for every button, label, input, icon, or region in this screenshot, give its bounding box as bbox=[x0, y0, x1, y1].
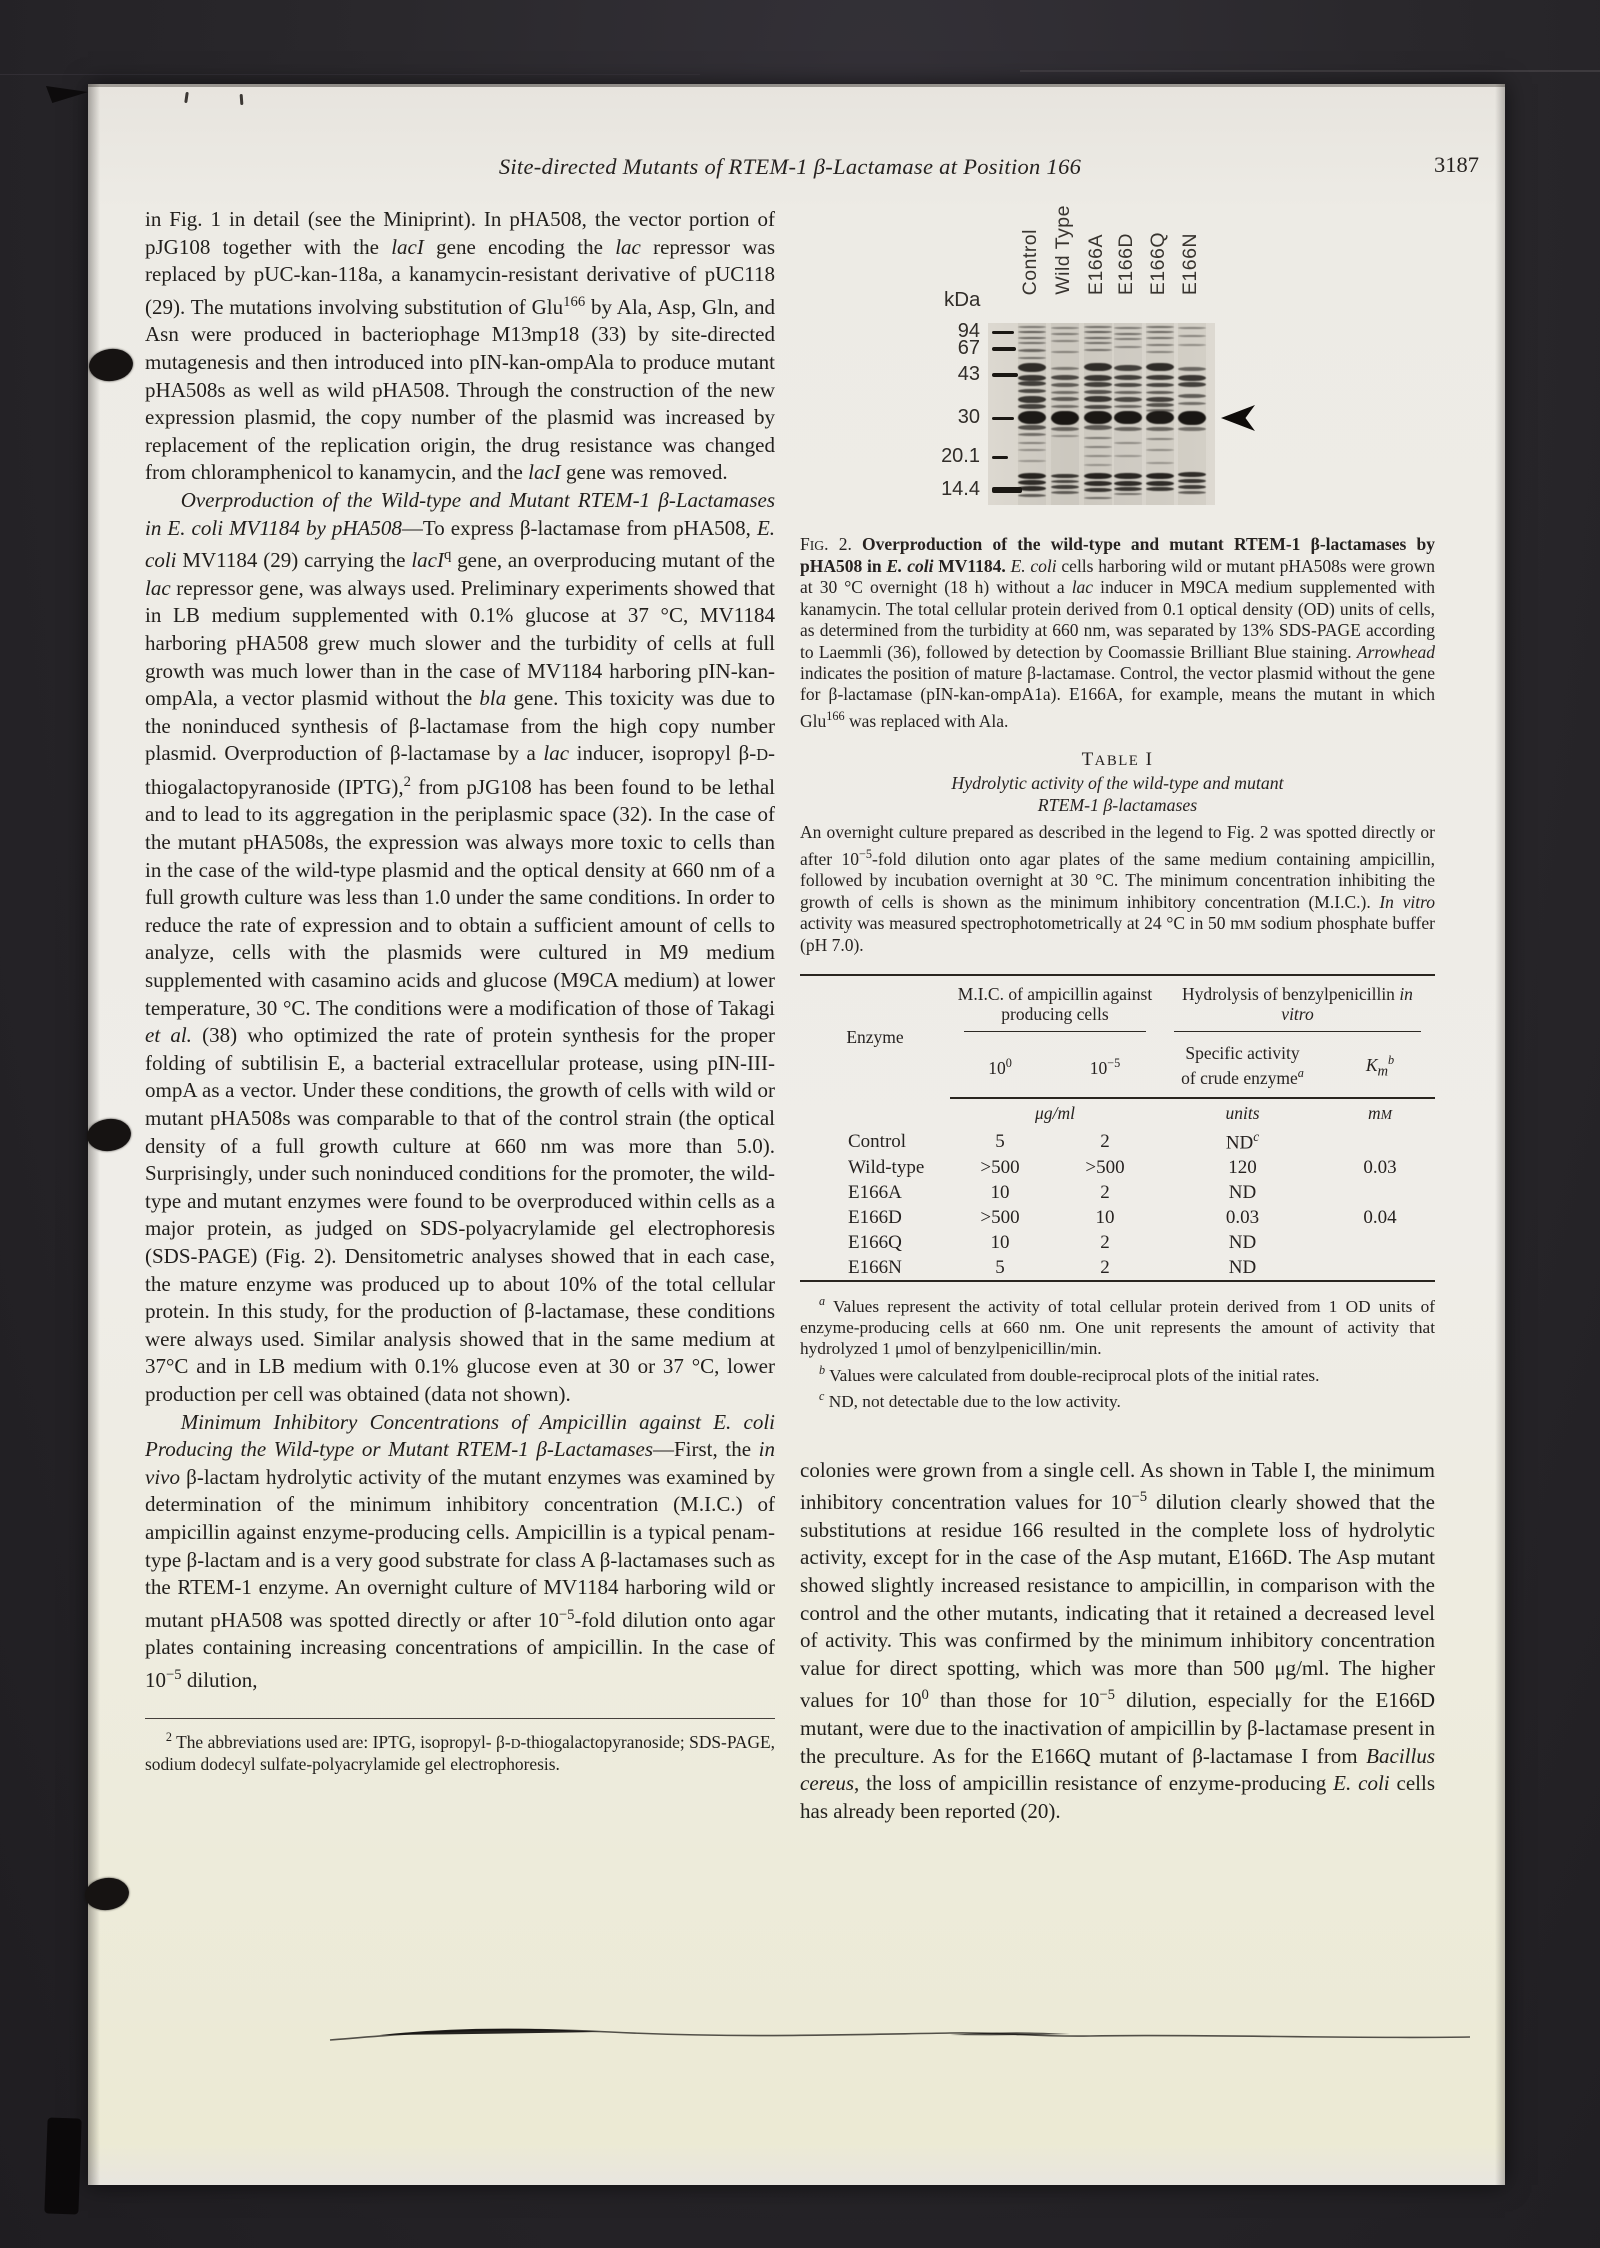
gel-band bbox=[1018, 411, 1046, 424]
table-cell-km: 0.04 bbox=[1363, 1206, 1397, 1228]
table-cell-mic5: 10 bbox=[1095, 1206, 1115, 1228]
gel-band bbox=[1178, 335, 1206, 337]
col-group-hydrolysis: Hydrolysis of benzylpenicillin in vitro bbox=[1160, 975, 1435, 1036]
gel-band bbox=[1114, 427, 1142, 431]
col-header-km: $K_m^b$ bbox=[1325, 1036, 1435, 1098]
paper-page bbox=[88, 84, 1505, 2185]
gel-band bbox=[1018, 375, 1046, 381]
gel-band bbox=[1146, 487, 1174, 491]
gel-band bbox=[1114, 493, 1142, 495]
gel-band bbox=[1051, 367, 1079, 370]
table-cell-sa: 120 bbox=[1228, 1156, 1257, 1178]
gel-band bbox=[1114, 473, 1142, 479]
gel-band bbox=[1146, 344, 1174, 346]
gel-lane-label: E166A bbox=[1085, 233, 1107, 295]
gel-band bbox=[1084, 390, 1112, 394]
gel-band bbox=[1178, 472, 1206, 477]
gel-marker-label: 20.1 bbox=[941, 445, 980, 468]
gel-band bbox=[1178, 375, 1206, 381]
table-cell-km bbox=[1325, 1255, 1435, 1281]
page-number: 3187 bbox=[1434, 152, 1479, 177]
gel-band bbox=[1051, 485, 1079, 489]
figure2-caption: FIG. 2. Overproduction of the wild-type and mutant RTEM-1 β-lactamases by pHA508 in E. coli MV1184. E. coli cells harboring wild or mutant pHA508s were grown at 30 °C overnight (18 h) without a lac inducer in M9CA medium supplemented with kanamycin. The total cellular protein derived from 0.1 optical density (OD) units of cells, as determined from the turbidity at 660 nm, was separated by 13% SDS-PAGE according to Laemmli (36), followed by detection by Coomassie Brilliant Blue staining. Arrowhead indicates the position of mature β-lactamase. Control, the vector plasmid without the gene for β-lactamase (pIN-kan-ompA1a). E166A, for example, means the mutant in which Glu$^{166}$ was replaced with Ala. bbox=[800, 533, 1436, 731]
closing-paragraph-block bbox=[800, 1457, 1435, 1826]
table-footnote: $^b$ Values were calculated from double-reciprocal plots of the initial rates. bbox=[819, 1362, 1320, 1385]
gel-band bbox=[1051, 480, 1079, 483]
gel-band bbox=[1084, 375, 1112, 381]
gel-band bbox=[1146, 427, 1174, 431]
gel-band bbox=[1018, 342, 1046, 344]
gel-band bbox=[1051, 427, 1079, 431]
body-paragraph: Minimum Inhibitory Concentrations of Ampicillin against E. coli Producing the Wild-type or Mutant RTEM-1 β-Lactamases—First, the in vivo β-lactam hydrolytic activity of the mutant enzymes was examined by determination of the minimum inhibitory concentration (M.I.C.) of ampicillin against enzyme-producing cells. Ampicillin is a typical penam-type β-lactam and is a very good substrate for class A β-lactamases such as the RTEM-1 enzyme. An overnight culture of MV1184 harboring wild or mutant pHA508 was spotted directly or after $10^{-5}$-fold dilution onto agar plates containing increasing concentrations of ampicillin. In the case of $10^{-5}$ dilution, bbox=[145, 1409, 776, 1692]
unit-sa: units bbox=[1225, 1103, 1260, 1124]
gel-band bbox=[1018, 337, 1046, 339]
col-header-mic5: $10^{-5}$ bbox=[1050, 1036, 1160, 1098]
gel-marker-tick bbox=[992, 373, 1018, 377]
gel-band bbox=[1146, 397, 1174, 402]
gel-marker-tick bbox=[992, 487, 1022, 493]
table1-preamble: An overnight culture prepared as described in the legend to Fig. 2 was spotted directly or after $10^{-5}$-fold dilution onto agar plates of the same medium containing ampicillin, followed by incubation overnight at 30 °C. The minimum concentration inhibiting the growth of cells is shown as the minimum inhibitory concentration (M.I.C.). In vitro activity was measured spectrophotometrically at 24 °C in 50 mM sodium phosphate buffer (pH 7.0). bbox=[800, 822, 1435, 956]
table-cell-mic5: 2 bbox=[1100, 1181, 1110, 1203]
pen-mark bbox=[184, 92, 189, 103]
gel-band bbox=[1114, 455, 1142, 457]
table-row bbox=[800, 1155, 1435, 1180]
gel-kda-label: kDa bbox=[944, 288, 981, 311]
gel-band bbox=[1084, 411, 1112, 424]
gel-band bbox=[1146, 375, 1174, 380]
gel-lane-label: Wild Type bbox=[1052, 205, 1074, 295]
paper-right-edge-shadow bbox=[1495, 84, 1505, 2185]
gel-marker-tick bbox=[992, 347, 1016, 351]
body-paragraph: in Fig. 1 in detail (see the Miniprint). In pHA508, the vector portion of pJG108 together with the lacI gene encoding the lac repressor was replaced by pUC-kan-118a, a kanamycin-resistant derivative of pUC118 (29). The mutations involving substitution of Glu$^{166}$ by Ala, Asp, Gln, and Asn were produced in bacteriophage M13mp18 (33) by site-directed mutagenesis and then introduced into pIN-kan-ompAla to produce mutant pHA508s as well as wild pHA508. Through the construction of the new expression plasmid, the copy number of the plasmid was increased by replacement of the replication origin, the drug resistance was changed from chloramphenicol to kanamycin, and the lacI gene was removed. bbox=[145, 207, 776, 485]
gel-band bbox=[1051, 435, 1079, 437]
units-row bbox=[800, 1098, 1435, 1128]
table-cell-mic5: 2 bbox=[1100, 1130, 1110, 1152]
gel-lane-label: Control bbox=[1019, 228, 1041, 295]
table-cell-enzyme: E166Q bbox=[848, 1231, 902, 1253]
gel-band bbox=[1178, 367, 1206, 371]
gel-band bbox=[1084, 363, 1112, 371]
table-cell-km bbox=[1325, 1230, 1435, 1255]
right-column bbox=[800, 200, 1435, 1825]
table-cell-sa: ND bbox=[1228, 1256, 1257, 1278]
table-cell-km: 0.03 bbox=[1363, 1156, 1397, 1178]
gel-lane-label: E166Q bbox=[1147, 231, 1169, 295]
gel-band bbox=[1114, 333, 1142, 335]
gel-band bbox=[1114, 397, 1142, 402]
gel-band bbox=[1018, 486, 1046, 491]
gel-band bbox=[1114, 481, 1142, 486]
table-cell-sa: $ND^c$ bbox=[1225, 1129, 1260, 1154]
gel-band bbox=[1084, 481, 1112, 486]
gel-marker-tick bbox=[992, 417, 1014, 420]
table-cell-mic5: 2 bbox=[1100, 1256, 1110, 1278]
unit-km: mM bbox=[1367, 1103, 1392, 1124]
table-row bbox=[800, 1128, 1435, 1155]
gel-band bbox=[1018, 349, 1046, 352]
gel-band bbox=[1084, 342, 1112, 344]
gel-band bbox=[1084, 497, 1112, 499]
gel-band bbox=[1084, 326, 1112, 328]
table-cell-mic0: 5 bbox=[995, 1256, 1005, 1278]
gel-band bbox=[1018, 473, 1046, 479]
gel-band bbox=[1051, 474, 1079, 478]
gel-band bbox=[1178, 394, 1206, 398]
gel-marker-label: 43 bbox=[957, 362, 980, 385]
gel-figure bbox=[800, 200, 1435, 516]
table1 bbox=[800, 974, 1435, 1282]
gel-band bbox=[1018, 425, 1046, 430]
table-cell-mic0: >500 bbox=[980, 1156, 1020, 1178]
table-cell-mic0: 10 bbox=[990, 1231, 1010, 1253]
group-underline bbox=[1174, 1031, 1421, 1032]
gel-band bbox=[1146, 481, 1174, 486]
gel-band bbox=[1084, 464, 1112, 466]
gel-band bbox=[1084, 425, 1112, 430]
table-cell-km bbox=[1325, 1128, 1435, 1155]
gel-band bbox=[1114, 375, 1142, 380]
table-cell-enzyme: E166D bbox=[848, 1206, 902, 1228]
bottom-left-ink-mark bbox=[44, 2117, 81, 2214]
gel-band bbox=[1051, 383, 1079, 387]
table-cell-enzyme: E166N bbox=[848, 1256, 902, 1278]
gel-band bbox=[1051, 391, 1079, 394]
group-underline bbox=[964, 1031, 1146, 1032]
gel-band bbox=[1018, 363, 1046, 372]
gel-band bbox=[1114, 411, 1142, 424]
table-cell-enzyme: Control bbox=[848, 1130, 907, 1152]
table-cell-km bbox=[1325, 1180, 1435, 1205]
col-header-specific-activity: Specific activity of crude enzyme$^a$ bbox=[1160, 1036, 1325, 1098]
table-cell-enzyme: E166A bbox=[848, 1181, 902, 1203]
table-cell-mic5: >500 bbox=[1085, 1156, 1125, 1178]
gel-band bbox=[1084, 455, 1112, 457]
table-cell-mic0: >500 bbox=[980, 1206, 1020, 1228]
left-column bbox=[145, 206, 775, 1776]
table-row bbox=[800, 1180, 1435, 1205]
gel-band bbox=[1018, 480, 1046, 485]
corner-tear-mark bbox=[46, 86, 88, 103]
gel-band bbox=[1146, 363, 1174, 371]
table-cell-mic0: 5 bbox=[995, 1130, 1005, 1152]
gel-band bbox=[1178, 491, 1206, 494]
table1-label: TABLE I bbox=[1081, 749, 1154, 771]
table-cell-mic5: 2 bbox=[1100, 1231, 1110, 1253]
gel-marker-label: 30 bbox=[957, 406, 980, 428]
gel-band bbox=[1178, 402, 1206, 405]
gel-band bbox=[1018, 326, 1046, 328]
table-footnote: $^c$ ND, not detectable due to the low activity. bbox=[819, 1389, 1121, 1411]
gel-band bbox=[1114, 346, 1142, 348]
table-cell-sa: ND bbox=[1228, 1231, 1257, 1253]
gel-marker-label: 14.4 bbox=[941, 477, 980, 500]
table1-body bbox=[800, 1098, 1435, 1281]
body-paragraph: Overproduction of the Wild-type and Mutant RTEM-1 β-Lactamases in E. coli MV1184 by pHA508—To express β-lactamase from pHA508, E. coli MV1184 (29) carrying the lacI$^q$ gene, an overproducing mutant of the lac repressor gene, was always used. Preliminary experiments showed that in LB medium supplemented with 0.1% glucose at 37 °C, MV1184 harboring pHA508 grew much slower and the turbidity of cells at full growth was much lower than in the case of MV1184 harboring pIN-kan-ompAla, a vector plasmid without the bla gene. This toxicity was due to the noninduced synthesis of β-lactamase from the high copy number plasmid. Overproduction of β-lactamase by a lac inducer, isopropyl β-D-thiogalactopyranoside (IPTG),$^2$ from pJG108 has been found to be lethal and to lead to its aggregation in the periplasmic space (32). In the case of the mutant pHA508s, the expression was always more toxic to cells than in the case of the wild-type plasmid and the optical density at 660 nm of a full growth culture was less than 1.0 under the same conditions. In order to reduce the rate of expression and to obtain a sufficient amount of cells to analyze, cells with the plasmids were cultured in M9 medium supplemented with casamino acids and glucose (M9CA medium) at lower temperature, 30 °C. The conditions were a modification of those of Takagi et al. (38) who optimized the rate of protein synthesis for the proper folding of subtilisin E, a bacterial extracellular protease, using pIN-III-ompA as a vector. Under these conditions, the growth of cells with wild or mutant pHA508s was comparable to that of the control strain (the optical density of a full growth culture at 660 nm was more than 5.0). Surprisingly, under such noninduced conditions for the promoter, the wild-type and mutant enzymes were found to be overproduced within cells as a major protein, as judged on SDS-polyacrylamide gel electrophoresis (SDS-PAGE) (Fig. 2). Densitometric analyses showed that in each case, the mature enzyme was produced up to about 10% of the total cellular protein. In this study, for the production of β-lactamase, these conditions were always used. Similar analysis showed that in the same medium at 37°C and in LB medium with 0.1% glucose even at 30 or 37 °C, lower production per cell was obtained (data not shown). bbox=[145, 487, 776, 1406]
gel-marker-tick bbox=[992, 456, 1008, 459]
table-footnote: $^a$ Values represent the activity of total cellular protein derived from 1 OD units of enzyme-producing cells at 660 nm. One unit represents the amount of activity that hydrolyzed 1 μmol of benzylpenicillin/min. bbox=[800, 1294, 1435, 1358]
col-header-enzyme: Enzyme bbox=[846, 1026, 904, 1047]
gel-band bbox=[1084, 446, 1112, 448]
gel-band bbox=[1146, 326, 1174, 328]
table1-caption: Hydrolytic activity of the wild-type and mutant RTEM-1 β-lactamases bbox=[951, 773, 1284, 815]
table-cell-mic0: 10 bbox=[990, 1181, 1010, 1203]
gel-band bbox=[1114, 487, 1142, 491]
footnote-block bbox=[145, 1718, 775, 1775]
body-paragraph: colonies were grown from a single cell. As shown in Table I, the minimum inhibitory concentration values for $10^{-5}$ dilution clearly showed that the substitutions at residue 166 resulted in the complete loss of hydrolytic activity, except for in the case of the Asp mutant, E166D. The Asp mutant showed slightly increased resistance to ampicillin, in comparison with the control and the other mutants, indicating that it retained a decreased level of activity. This was confirmed by the minimum inhibitory concentration value for direct spotting, which was more than 500 μg/ml. The higher values for $10^0$ than those for $10^{-5}$ dilution, especially for the E166D mutant, were due to the inactivation of ampicillin by β-lactamase present in the preculture. As for the E166Q mutant of β-lactamase I from Bacillus cereus, the loss of ampicillin resistance of enzyme-producing E. coli cells has already been reported (20). bbox=[800, 1457, 1436, 1823]
table-cell-sa: ND bbox=[1228, 1181, 1257, 1203]
table-cell-sa: 0.03 bbox=[1225, 1206, 1260, 1228]
gel-band bbox=[1146, 383, 1174, 387]
table1-section bbox=[800, 749, 1435, 1412]
gel-band bbox=[1051, 375, 1079, 380]
gel-band bbox=[1051, 333, 1079, 335]
gel-band bbox=[1178, 485, 1206, 489]
footnote-text: $^2$ The abbreviations used are: IPTG, isopropyl- β-D-thiogalactopyranoside; SDS-PAGE, sodium dodecyl sulfate-polyacrylamide gel electrophoresis. bbox=[145, 1730, 775, 1775]
gel-panel bbox=[988, 323, 1215, 505]
gel-band bbox=[1084, 337, 1112, 339]
gel-band bbox=[1178, 344, 1206, 346]
scanner-seam-line bbox=[1020, 70, 1600, 72]
table-row bbox=[800, 1230, 1435, 1255]
table-cell-enzyme: Wild-type bbox=[848, 1156, 925, 1178]
col-header-mic0: $10^0$ bbox=[950, 1036, 1050, 1098]
gel-band bbox=[1051, 411, 1079, 425]
pen-mark bbox=[240, 94, 244, 105]
gel-band bbox=[1146, 411, 1174, 424]
table-row bbox=[800, 1255, 1435, 1281]
arrowhead-icon bbox=[1221, 405, 1255, 431]
gel-lane-label: E166N bbox=[1179, 232, 1201, 295]
scan-crease-line bbox=[310, 2022, 1480, 2057]
gel-band bbox=[1114, 365, 1142, 371]
gel-band bbox=[1084, 437, 1112, 439]
scanner-seam-line-left bbox=[0, 74, 700, 75]
gel-band bbox=[1018, 433, 1046, 436]
gel-marker-tick bbox=[992, 331, 1014, 334]
running-title: Site-directed Mutants of RTEM-1 β-Lactamase at Position 166 bbox=[498, 154, 1082, 179]
gel-band bbox=[1146, 391, 1174, 394]
table1-footnotes bbox=[800, 1291, 1435, 1412]
gel-band bbox=[1018, 396, 1046, 403]
gel-band bbox=[1146, 403, 1174, 407]
gel-band bbox=[1146, 473, 1174, 479]
col-group-mic: M.I.C. of ampicillin against producing cells bbox=[950, 975, 1160, 1036]
gel-band bbox=[1051, 491, 1079, 494]
gel-band bbox=[1018, 357, 1046, 359]
gel-band bbox=[1084, 405, 1112, 409]
gel-marker-label: 67 bbox=[957, 337, 980, 360]
gel-band bbox=[1084, 473, 1112, 479]
gel-band bbox=[1114, 391, 1142, 394]
gel-lane-label: E166D bbox=[1115, 232, 1137, 295]
gel-band bbox=[1178, 411, 1206, 425]
gel-band bbox=[1146, 337, 1174, 339]
gel-marker-label: 94 bbox=[957, 320, 980, 343]
unit-mic: μg/ml bbox=[1035, 1103, 1075, 1124]
gel-band bbox=[1114, 383, 1142, 387]
table-row bbox=[800, 1205, 1435, 1230]
